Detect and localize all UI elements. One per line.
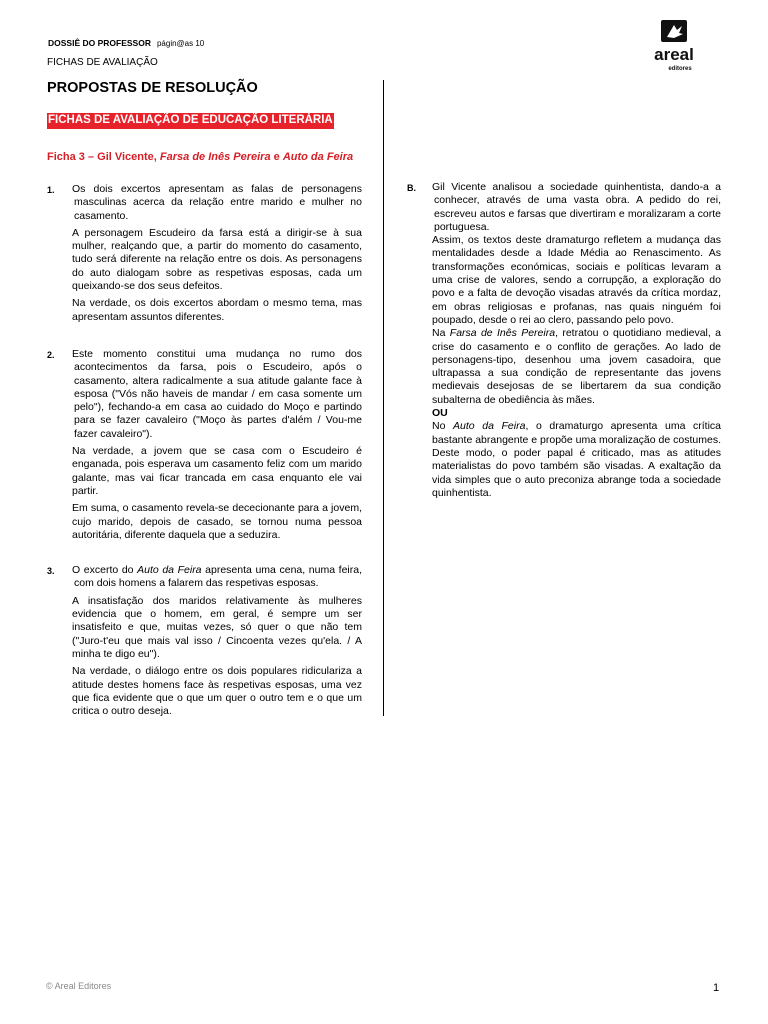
answer-paragraph: Este momento constitui uma mudança no rumo dos acontecimentos da farsa, pois o Escudeiro, após o casamento, altera radicalmente a sua atitude galante face à esposa ("Vós não haveis de mandar / em casa somente um pelo"), fechando-a em casa ao cuidado do Moço e partindo para se fazer cavaleiro ("Moço às partes d'além / Vou-me fazer cavaleiro"). [72, 347, 362, 440]
text-run: No [432, 420, 454, 433]
answer-1 [47, 183, 362, 324]
answer-b [407, 181, 721, 500]
logo-wordmark: areal [654, 45, 694, 64]
ficha-heading [47, 151, 353, 163]
section-banner: FICHAS DE AVALIAÇÃO DE EDUCAÇÃO LITERÁRIA [47, 113, 334, 129]
areal-editores-logo [644, 20, 704, 72]
or-separator: OU [432, 407, 448, 420]
ficha-work1: Farsa de Inês Pereira [159, 151, 271, 163]
answer-paragraph: Na verdade, a jovem que se casa com o Escudeiro é enganada, pois esperava um casamento feliz com um marido galante, mas vai ficar trancada em casa enquanto ele vai partir. [72, 445, 362, 497]
answer-paragraph: A insatisfação dos maridos relativamente às mulheres evidencia que o homem, em geral, é sempre um ser insatisfeito e que, muitas vezes, só quer o que não tem ("Juro-t'eu que mais val isso / Cincoenta vezes qu'ela. / A minha te digo eu"). [72, 594, 362, 660]
answer-number: B. [407, 183, 416, 193]
answer-paragraph: Em suma, o casamento revela-se dececionante para a jovem, cujo marido, depois de casado, se tornou numa pessoa autoritária, diferente daquela que a seduzira. [72, 502, 362, 541]
work-title: Auto da Feira [453, 420, 526, 433]
answer-paragraph: Na verdade, o diálogo entre os dois populares ridiculariza a atitude destes homens face às respetivas esposas, uma vez que fica evidente que o que um quer o outro tem e o que um critica o outro deseja. [72, 665, 362, 718]
answer-paragraph [72, 564, 362, 591]
ficha-connector: e [270, 151, 283, 163]
text-run: , o dramaturgo apresenta uma crítica bastante abrangente e propõe uma moralização de costumes. Deste modo, o poder papal é criticado, mas as atitudes materialistas do povo também são visadas. A exaltação da vida simples que o auto preconiza abrange toda a sociedade quinhentista. [432, 420, 722, 499]
work-title: Farsa de Inês Pereira [449, 327, 556, 340]
text-run: apresenta uma cena, numa feira, com dois homens a falarem das respetivas esposas. [74, 564, 362, 590]
answer-3 [47, 564, 362, 718]
text-run: , retratou o quotidiano medieval, a crise do casamento e o conflito de gerações. Ao lado de personagens-tipo, desenhou uma jovem casadoira, que ultrapassa a sua condição de representante das jovens medievais desejosas de se libertarem da sua condição subalterna de obediência às mães. [432, 327, 721, 406]
ficha-work2: Auto da Feira [282, 151, 354, 163]
answer-number: 3. [47, 566, 55, 577]
answer-paragraph: A personagem Escudeiro da farsa está a dirigir-se à sua mulher, realçando que, a partir do momento do casamento, tudo será diferente na relação entre os dois. As personagens do auto dialogam sobre as respetivas esposas, cada um queixando-se dos seus defeitos. [72, 226, 362, 293]
section-label: FICHAS DE AVALIAÇÃO [47, 57, 158, 68]
dossie-label: DOSSIÊ DO PROFESSOR [48, 38, 151, 48]
answer-paragraph [432, 420, 721, 500]
page-number: 1 [713, 982, 720, 994]
copyright-footer: © Areal Editores [46, 981, 112, 991]
answer-2 [47, 348, 362, 542]
answer-number: 2. [47, 349, 55, 360]
ficha-prefix: Ficha 3 – Gil Vicente, [47, 151, 160, 163]
text-run: Na [432, 327, 450, 340]
answer-paragraph: Assim, os textos deste dramaturgo refletem a mudança das mentalidades desde a Idade Média ao Renascimento. As transformações económicas, sociais e políticas levaram a uma crise de valores, sendo a corrupção, a exploração do povo e a falta de devoção visadas através da crítica mordaz, em obras religiosas e profanas, nas quais ninguém foi poupado, desde o rei ao clero, passando pelo povo. [432, 234, 721, 326]
answer-paragraph [432, 327, 721, 407]
running-header [48, 38, 204, 48]
left-column [47, 183, 362, 722]
column-divider [383, 80, 384, 716]
answer-paragraph: Os dois excertos apresentam as falas de personagens masculinas acerca da relação entre marido e mulher no casamento. [72, 183, 362, 222]
logo-subtext: editores [668, 66, 692, 72]
work-title: Auto da Feira [137, 564, 202, 577]
answer-paragraph: Gil Vicente analisou a sociedade quinhentista, dando-a a conhecer, através de uma vasta obra. A pedido do rei, escreveu autos e farsas que divertiram e moralizaram a corte portuguesa. [432, 181, 721, 233]
answer-number: 1. [47, 185, 55, 195]
answer-paragraph: Na verdade, os dois excertos abordam o mesmo tema, mas apresentam assuntos diferentes. [72, 297, 362, 323]
page-title: PROPOSTAS DE RESOLUÇÃO [47, 80, 258, 96]
text-run: O excerto do [72, 564, 138, 577]
pages-label: págin@as 10 [156, 39, 205, 48]
right-column [407, 181, 721, 504]
